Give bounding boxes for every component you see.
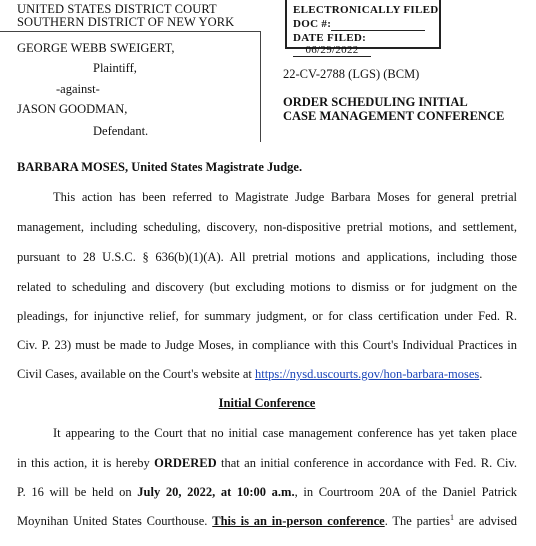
against-label: -against- [56, 82, 100, 96]
para1-line6: Civ. P. 23) must be made to Judge Moses, in compliance with this Court's Individual Practices in [17, 338, 517, 352]
date-filed-row [293, 32, 439, 57]
order-title-line2: CASE MANAGEMENT CONFERENCE [283, 109, 505, 123]
defendant-role: Defendant. [93, 124, 149, 138]
doc-number-blank [331, 18, 425, 31]
court-name-line1: UNITED STATES DISTRICT COURT [17, 2, 217, 16]
para1-line3: pursuant to 28 U.S.C. § 636(b)(1)(A). All pretrial motions and applications, including those [17, 250, 517, 264]
ordered-emphasis: ORDERED [154, 456, 217, 470]
para1-line7-end: . [479, 367, 483, 381]
para1-line4: related to scheduling and discovery (but excluding motions to dismiss or for judgment on the [17, 280, 517, 294]
para2-line3-post: , in Courtroom 20A of the Daniel Patrick [294, 485, 517, 499]
plaintiff-name: GEORGE WEBB SWEIGERT, [17, 41, 175, 55]
order-title-line1: ORDER SCHEDULING INITIAL [283, 95, 468, 109]
para1-line5: pleadings, for injunctive relief, for summary judgment, or for class certification under Fed. R. [17, 309, 517, 323]
court-name-line2: SOUTHERN DISTRICT OF NEW YORK [17, 15, 235, 29]
para2-line3 [17, 485, 517, 499]
para2-line2-post: that an initial conference in accordance with Fed. R. Civ. [216, 456, 517, 470]
plaintiff-role: Plaintiff, [93, 61, 137, 75]
initial-conference-heading: Initial Conference [218, 396, 316, 410]
para2-line2-pre: in this action, it is hereby [17, 456, 155, 470]
date-filed-value: 06/29/2022 [293, 44, 371, 57]
doc-number-row [293, 18, 425, 31]
para1-line1: This action has been referred to Magistrate Judge Barbara Moses for general pretrial [53, 190, 517, 204]
para1-line7-text: Civil Cases, available on the Court's website at [17, 367, 255, 381]
judge-heading: BARBARA MOSES, United States Magistrate Judge. [17, 160, 303, 174]
para2-line3-pre: P. 16 will be held on [17, 485, 138, 499]
date-filed-label: DATE FILED: [293, 32, 367, 44]
para1-line7 [17, 367, 517, 381]
electronically-filed-label: ELECTRONICALLY FILED [293, 4, 439, 16]
court-website-link[interactable]: https://nysd.uscourts.gov/hon-barbara-moses [254, 367, 480, 381]
para2-line4-pre: Moynihan United States Courthouse. [17, 514, 213, 528]
para2-line2 [17, 456, 517, 470]
doc-number-label: DOC #: [293, 18, 332, 30]
filing-stamp [285, 0, 441, 56]
conference-date-emphasis: July 20, 2022, at 10:00 a.m. [137, 485, 295, 499]
defendant-name: JASON GOODMAN, [17, 102, 128, 116]
in-person-emphasis: This is an in-person conference [212, 514, 385, 528]
para2-line4-post: are advised [453, 514, 517, 528]
para2-line4 [17, 514, 517, 528]
para1-line2: management, including scheduling, discovery, non-dispositive pretrial motions, and settlement, [17, 220, 517, 234]
case-number: 22-CV-2788 (LGS) (BCM) [283, 67, 420, 81]
para2-line1: It appearing to the Court that no initial case management conference has yet taken place [53, 426, 517, 440]
para2-line4-mid: . The parties [384, 514, 450, 528]
footnote-marker: 1 [449, 512, 454, 522]
